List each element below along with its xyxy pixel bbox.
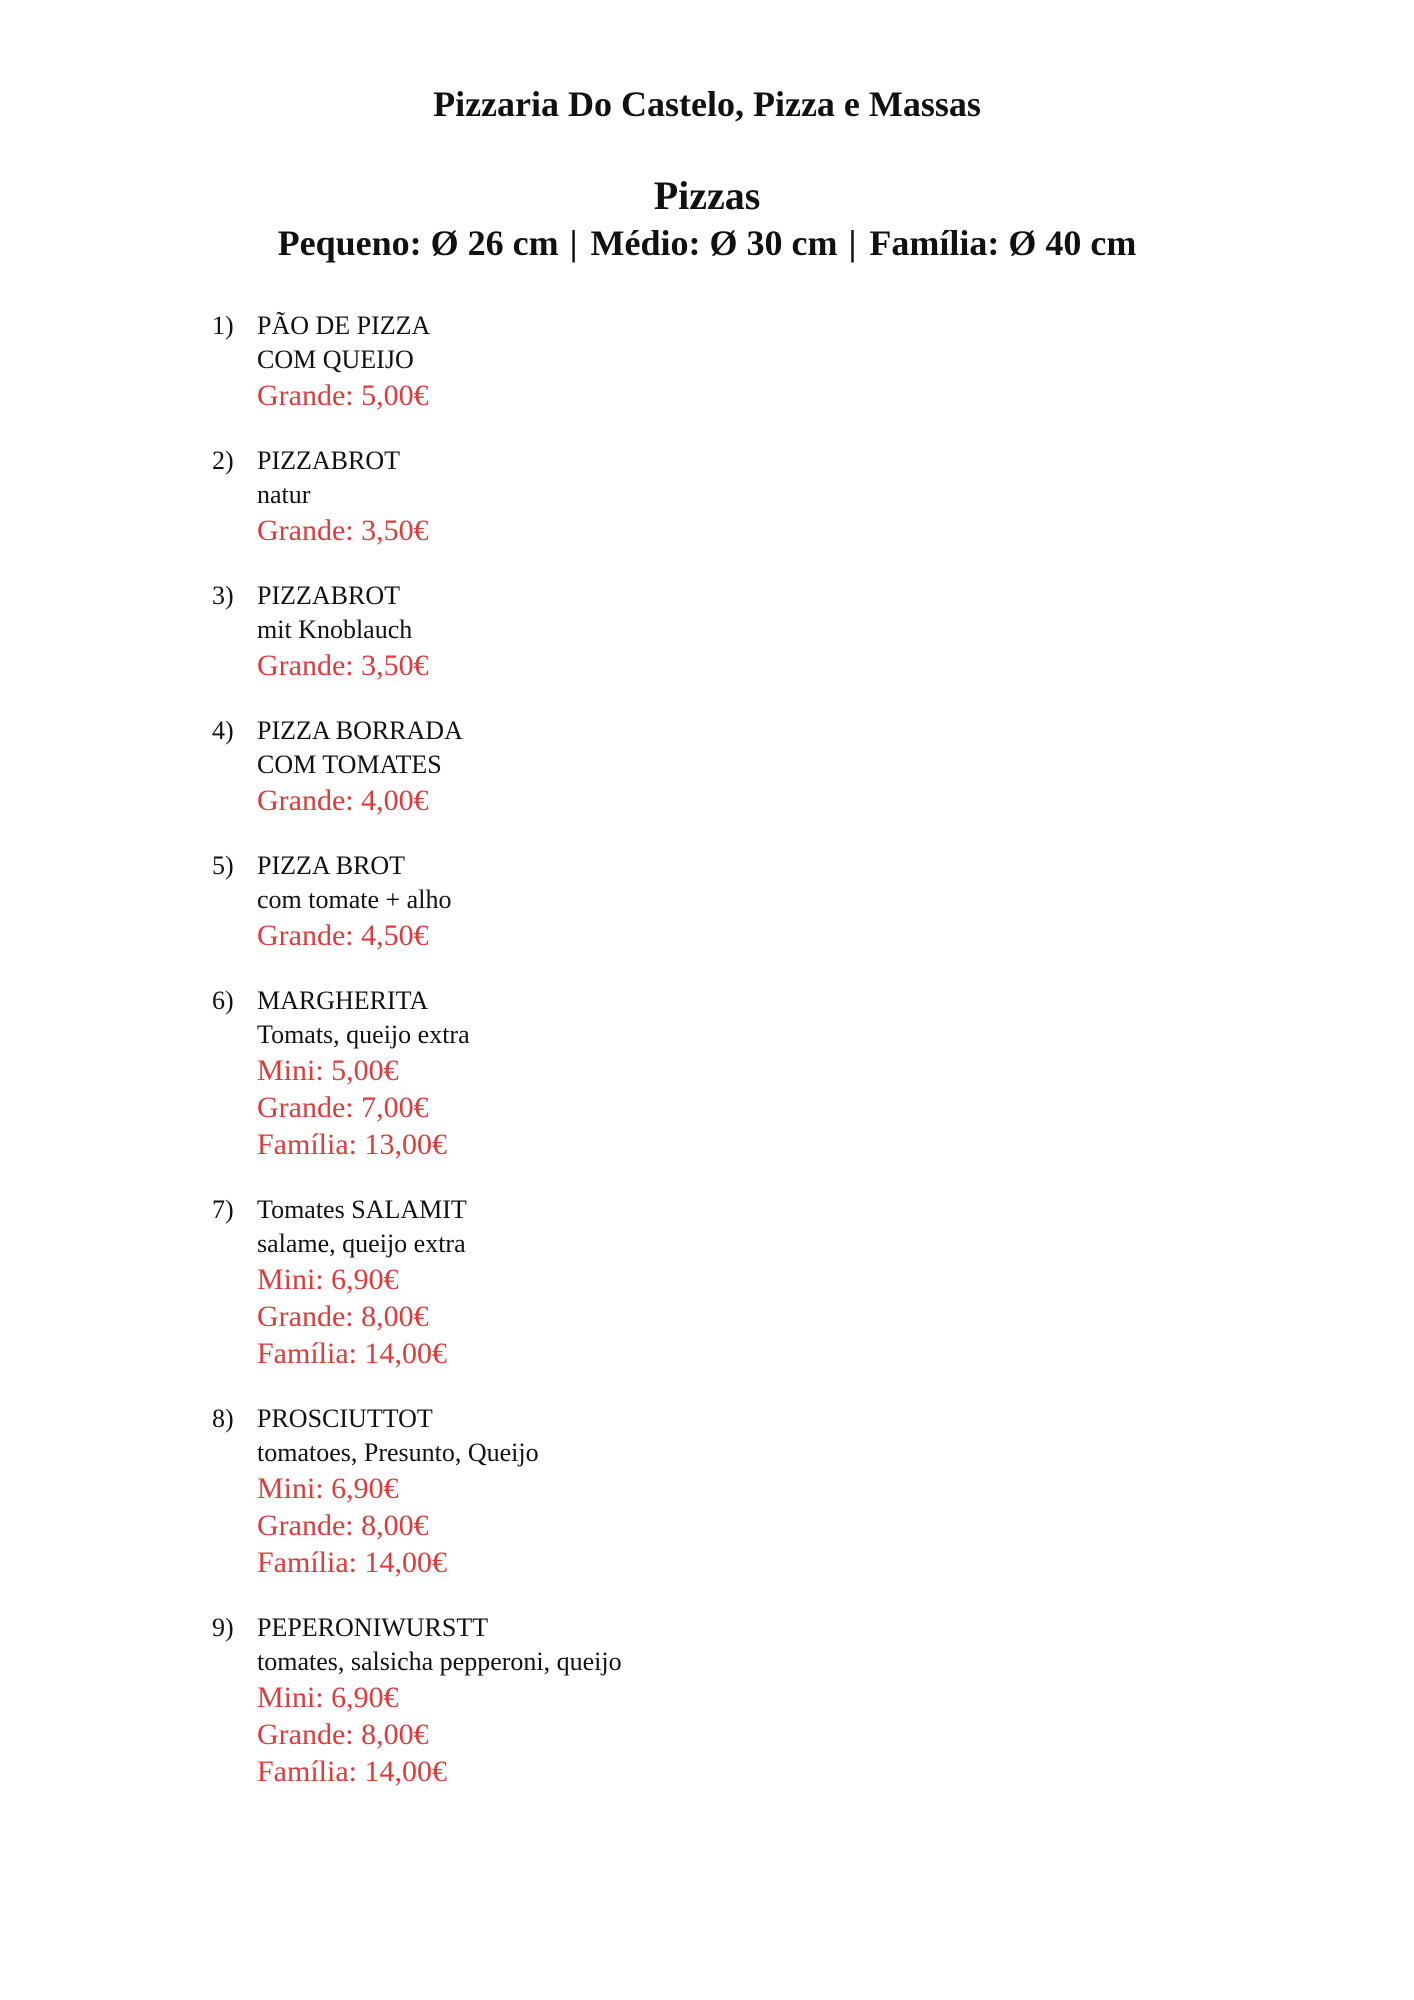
menu-item	[212, 309, 1212, 414]
menu-item	[212, 579, 1212, 684]
item-number: 7)	[212, 1195, 234, 1224]
item-number: 9)	[212, 1613, 234, 1642]
item-price: Grande: 8,00€	[257, 1718, 429, 1751]
menu-list	[212, 309, 1212, 1820]
item-description: COM TOMATES	[257, 750, 442, 779]
menu-item	[212, 1193, 1212, 1372]
item-description: tomates, salsicha pepperoni, queijo	[257, 1647, 622, 1676]
item-number: 3)	[212, 581, 234, 610]
item-price: Grande: 5,00€	[257, 379, 429, 412]
item-price: Família: 13,00€	[257, 1128, 447, 1161]
menu-item	[212, 444, 1212, 549]
item-description: Tomats, queijo extra	[257, 1020, 470, 1049]
item-description: mit Knoblauch	[257, 615, 413, 644]
item-number: 5)	[212, 851, 234, 880]
item-name: PEPERONIWURSTT	[257, 1613, 489, 1642]
item-price: Grande: 4,50€	[257, 919, 429, 952]
item-number: 4)	[212, 716, 234, 745]
item-price: Grande: 3,50€	[257, 649, 429, 682]
menu-item	[212, 849, 1212, 954]
item-number: 6)	[212, 986, 234, 1015]
item-price: Grande: 8,00€	[257, 1300, 429, 1333]
size-medium: Médio: Ø 30 cm	[590, 223, 838, 263]
item-name: PIZZA BORRADA	[257, 716, 463, 745]
item-name: PIZZA BROT	[257, 851, 406, 880]
item-price: Mini: 6,90€	[257, 1472, 399, 1505]
section-title: Pizzas	[653, 173, 761, 218]
item-name: Tomates SALAMIT	[257, 1195, 467, 1224]
menu-item	[212, 1611, 1212, 1790]
size-small: Pequeno: Ø 26 cm	[277, 223, 559, 263]
item-price: Mini: 6,90€	[257, 1263, 399, 1296]
size-legend	[0, 220, 1414, 266]
page-title: Pizzaria Do Castelo, Pizza e Massas	[433, 84, 981, 124]
item-price: Família: 14,00€	[257, 1755, 447, 1788]
item-price: Mini: 5,00€	[257, 1054, 399, 1087]
size-family: Família: Ø 40 cm	[869, 223, 1137, 263]
size-separator: |	[569, 223, 578, 263]
size-separator: |	[848, 223, 857, 263]
menu-item	[212, 714, 1212, 819]
item-name: PIZZABROT	[257, 446, 400, 475]
item-name: PROSCIUTTOT	[257, 1404, 433, 1433]
item-description: natur	[257, 480, 311, 509]
item-description: tomatoes, Presunto, Queijo	[257, 1438, 539, 1467]
item-description: com tomate + alho	[257, 885, 452, 914]
item-price: Grande: 8,00€	[257, 1509, 429, 1542]
item-price: Grande: 7,00€	[257, 1091, 429, 1124]
item-price: Família: 14,00€	[257, 1546, 447, 1579]
item-description: salame, queijo extra	[257, 1229, 466, 1258]
item-name: PÃO DE PIZZA	[257, 311, 431, 340]
item-price: Mini: 6,90€	[257, 1681, 399, 1714]
item-price: Grande: 4,00€	[257, 784, 429, 817]
item-description: COM QUEIJO	[257, 345, 414, 374]
menu-item	[212, 1402, 1212, 1581]
menu-item	[212, 984, 1212, 1163]
item-price: Família: 14,00€	[257, 1337, 447, 1370]
item-number: 8)	[212, 1404, 234, 1433]
item-number: 1)	[212, 311, 234, 340]
item-number: 2)	[212, 446, 234, 475]
item-name: MARGHERITA	[257, 986, 429, 1015]
item-name: PIZZABROT	[257, 581, 400, 610]
item-price: Grande: 3,50€	[257, 514, 429, 547]
